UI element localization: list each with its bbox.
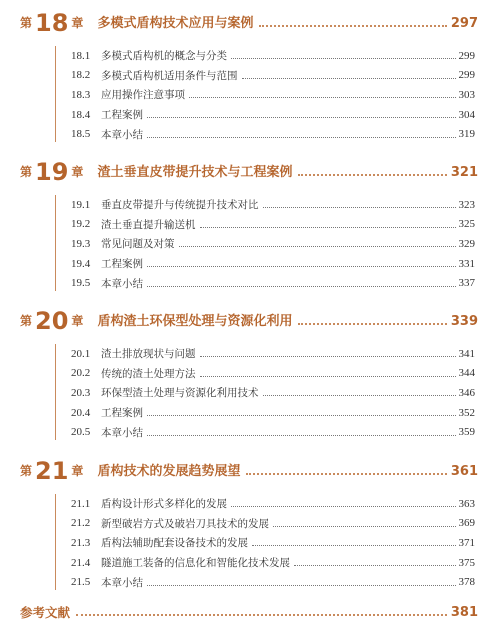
section-title: 工程案例 [101, 407, 143, 420]
dot-leader [147, 117, 456, 118]
chapter-title: 盾构技术的发展趋势展望 [97, 464, 241, 479]
section-title: 工程案例 [101, 258, 143, 271]
chapter-page: 361 [450, 464, 478, 479]
dot-leader [259, 25, 446, 27]
dot-leader [298, 174, 446, 176]
section-title: 本章小结 [101, 426, 143, 439]
chapter-21 [0, 454, 500, 589]
dot-leader [147, 415, 456, 416]
section-row[interactable] [71, 234, 475, 254]
section-title: 新型破岩方式及破岩刀具技术的发展 [101, 517, 269, 530]
section-page: 304 [458, 108, 475, 121]
section-list [71, 46, 475, 144]
section-row[interactable] [71, 494, 475, 514]
section-row[interactable] [71, 124, 475, 144]
chapter-divider [55, 195, 56, 291]
section-number: 20.1 [71, 347, 91, 360]
chapter-heading[interactable] [0, 304, 500, 334]
section-number: 21.4 [71, 556, 91, 569]
section-title: 渣土垂直提升输送机 [101, 218, 196, 231]
dot-leader [231, 506, 456, 507]
section-page: 325 [458, 218, 475, 231]
section-number: 21.2 [71, 517, 91, 530]
references-title: 参考文献 [20, 605, 71, 620]
section-row[interactable] [71, 572, 475, 592]
chapter-suffix: 章 [71, 16, 84, 30]
chapter-page: 297 [450, 16, 478, 31]
section-number: 21.5 [71, 576, 91, 589]
chapter-page: 339 [450, 314, 478, 329]
section-page: 323 [458, 198, 475, 211]
chapter-suffix: 章 [71, 314, 84, 328]
chapter-page: 321 [450, 165, 478, 180]
section-row[interactable] [71, 46, 475, 66]
chapter-number: 21 [35, 457, 69, 485]
dot-leader [200, 376, 456, 377]
dot-leader [294, 565, 456, 566]
chapter-number: 19 [35, 158, 69, 186]
dot-leader [147, 266, 456, 267]
section-row[interactable] [71, 273, 475, 293]
section-number: 18.4 [71, 108, 91, 121]
section-page: 341 [458, 347, 475, 360]
section-page: 352 [458, 406, 475, 419]
section-list [71, 195, 475, 293]
section-number: 19.3 [71, 237, 91, 250]
section-row[interactable] [71, 383, 475, 403]
section-row[interactable] [71, 195, 475, 215]
section-list [71, 494, 475, 592]
chapter-title: 多模式盾构技术应用与案例 [97, 16, 254, 31]
section-page: 375 [458, 556, 475, 569]
section-page: 329 [458, 237, 475, 250]
chapter-divider [55, 46, 56, 142]
chapter-heading[interactable] [0, 454, 500, 484]
section-page: 346 [458, 386, 475, 399]
chapter-prefix: 第 [20, 16, 33, 30]
dot-leader [147, 137, 456, 138]
section-title: 本章小结 [101, 277, 143, 290]
dot-leader [200, 227, 456, 228]
dot-leader [242, 78, 456, 79]
dot-leader [298, 323, 446, 325]
section-row[interactable] [71, 533, 475, 553]
chapter-suffix: 章 [71, 165, 84, 179]
section-page: 378 [458, 576, 475, 589]
dot-leader [246, 473, 446, 475]
section-number: 19.1 [71, 198, 91, 211]
dot-leader [200, 356, 456, 357]
section-page: 319 [458, 128, 475, 141]
section-title: 本章小结 [101, 128, 143, 141]
dot-leader [147, 286, 456, 287]
section-number: 20.3 [71, 386, 91, 399]
section-number: 20.2 [71, 367, 91, 380]
section-row[interactable] [71, 344, 475, 364]
section-title: 多模式盾构机适用条件与范围 [101, 69, 238, 82]
section-page: 331 [458, 257, 475, 270]
section-title: 渣土排放现状与问题 [101, 348, 196, 361]
chapter-20 [0, 304, 500, 439]
chapter-19 [0, 155, 500, 290]
chapter-heading[interactable] [0, 6, 500, 36]
section-row[interactable] [71, 66, 475, 86]
chapter-heading[interactable] [0, 155, 500, 185]
section-number: 21.1 [71, 497, 91, 510]
section-row[interactable] [71, 553, 475, 573]
section-title: 传统的渣土处理方法 [101, 367, 196, 380]
section-number: 18.3 [71, 88, 91, 101]
section-number: 21.3 [71, 536, 91, 549]
section-number: 19.5 [71, 277, 91, 290]
chapter-divider [55, 344, 56, 440]
chapter-prefix: 第 [20, 165, 33, 179]
dot-leader [147, 435, 456, 436]
section-page: 299 [458, 49, 475, 62]
section-page: 337 [458, 277, 475, 290]
chapter-prefix: 第 [20, 464, 33, 478]
section-title: 应用操作注意事项 [101, 89, 185, 102]
section-title: 隧道施工装备的信息化和智能化技术发展 [101, 557, 290, 570]
section-page: 299 [458, 69, 475, 82]
section-row[interactable] [71, 422, 475, 442]
section-row[interactable] [71, 105, 475, 125]
chapter-suffix: 章 [71, 464, 84, 478]
dot-leader [231, 58, 456, 59]
dot-leader [179, 246, 456, 247]
section-title: 环保型渣土处理与资源化利用技术 [101, 387, 259, 400]
section-row[interactable] [71, 514, 475, 534]
section-number: 20.5 [71, 426, 91, 439]
dot-leader [273, 526, 456, 527]
section-title: 本章小结 [101, 576, 143, 589]
section-row[interactable] [71, 364, 475, 384]
chapter-prefix: 第 [20, 314, 33, 328]
chapter-18 [0, 6, 500, 141]
section-title: 工程案例 [101, 109, 143, 122]
section-title: 盾构设计形式多样化的发展 [101, 498, 227, 511]
references-entry[interactable] [0, 600, 500, 624]
section-page: 344 [458, 367, 475, 380]
section-number: 20.4 [71, 406, 91, 419]
section-row[interactable] [71, 254, 475, 274]
dot-leader [147, 585, 456, 586]
dot-leader [263, 207, 456, 208]
section-number: 19.4 [71, 257, 91, 270]
dot-leader [76, 614, 447, 616]
section-title: 多模式盾构机的概念与分类 [101, 50, 227, 63]
chapter-title: 渣土垂直皮带提升技术与工程案例 [97, 165, 293, 180]
section-title: 盾构法辅助配套设备技术的发展 [101, 537, 248, 550]
section-list [71, 344, 475, 442]
section-page: 359 [458, 426, 475, 439]
section-number: 18.2 [71, 69, 91, 82]
dot-leader [189, 97, 456, 98]
chapter-number: 18 [35, 9, 69, 37]
section-number: 18.5 [71, 128, 91, 141]
dot-leader [263, 395, 456, 396]
dot-leader [252, 545, 456, 546]
chapter-divider [55, 494, 56, 590]
section-page: 303 [458, 88, 475, 101]
section-title: 垂直皮带提升与传统提升技术对比 [101, 199, 259, 212]
chapter-title: 盾构渣土环保型处理与资源化利用 [97, 314, 293, 329]
section-number: 18.1 [71, 49, 91, 62]
section-row[interactable] [71, 215, 475, 235]
section-row[interactable] [71, 85, 475, 105]
section-page: 369 [458, 517, 475, 530]
section-page: 371 [458, 536, 475, 549]
section-title: 常见问题及对策 [101, 238, 175, 251]
references-page: 381 [450, 604, 478, 620]
section-number: 19.2 [71, 218, 91, 231]
chapter-number: 20 [35, 307, 69, 335]
section-row[interactable] [71, 403, 475, 423]
section-page: 363 [458, 497, 475, 510]
